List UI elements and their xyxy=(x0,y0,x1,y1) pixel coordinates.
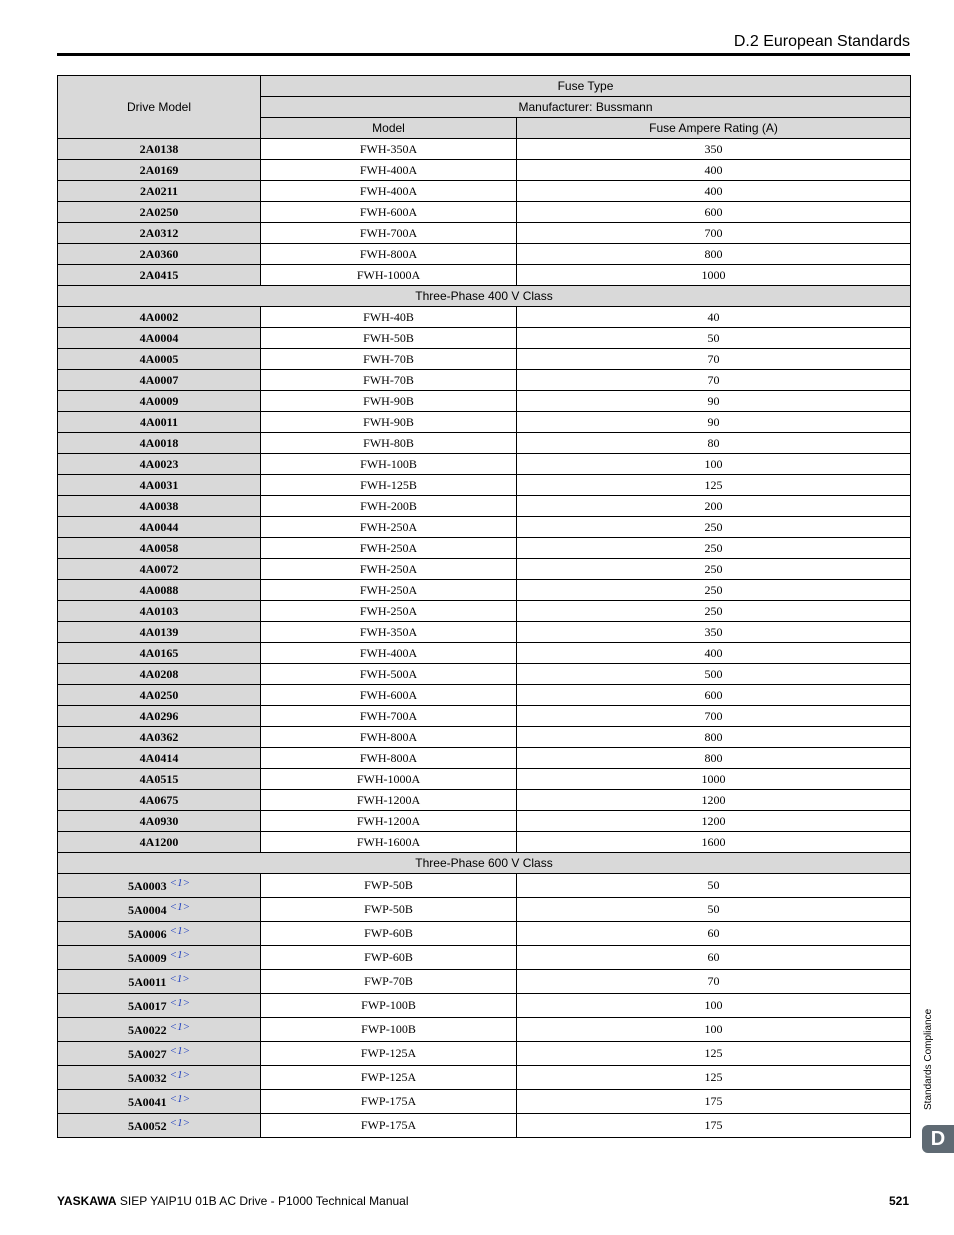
fuse-rating-cell: 40 xyxy=(517,307,911,328)
page-number: 521 xyxy=(888,1194,909,1208)
fuse-model-cell: FWH-800A xyxy=(261,748,517,769)
fuse-rating-cell: 60 xyxy=(517,946,911,970)
drive-model-cell xyxy=(58,349,261,370)
fuse-model-cell: FWP-100B xyxy=(261,1018,517,1042)
model-header: Model xyxy=(261,118,517,139)
drive-model-cell xyxy=(58,160,261,181)
drive-model-cell xyxy=(58,643,261,664)
fuse-model-cell: FWH-250A xyxy=(261,601,517,622)
fuse-model-cell: FWP-175A xyxy=(261,1090,517,1114)
drive-model-text: 4A0930 xyxy=(139,813,179,828)
fuse-model-cell: FWP-175A xyxy=(261,1114,517,1138)
table-row xyxy=(58,790,911,811)
fuse-model-cell: FWH-125B xyxy=(261,475,517,496)
table-row xyxy=(58,223,911,244)
drive-model-text: 4A0031 xyxy=(139,477,179,492)
fuse-model-cell: FWP-100B xyxy=(261,994,517,1018)
table-body xyxy=(58,139,911,1138)
footnote-link[interactable]: <1> xyxy=(169,925,191,937)
fuse-rating-cell: 200 xyxy=(517,496,911,517)
drive-model-text: 2A0211 xyxy=(139,183,178,198)
footer-manual-title xyxy=(57,1194,409,1208)
fuse-model-cell: FWP-50B xyxy=(261,874,517,898)
drive-model-cell xyxy=(58,706,261,727)
section-header-row xyxy=(58,853,911,874)
table-row xyxy=(58,433,911,454)
drive-model-header: Drive Model xyxy=(58,76,261,139)
drive-model-text: 4A0296 xyxy=(139,708,179,723)
table-row xyxy=(58,832,911,853)
table-row xyxy=(58,706,911,727)
fuse-model-cell: FWH-400A xyxy=(261,160,517,181)
fuse-rating-cell: 250 xyxy=(517,580,911,601)
fuse-rating-cell: 100 xyxy=(517,994,911,1018)
drive-model-text: 2A0312 xyxy=(139,225,179,240)
fuse-rating-cell: 125 xyxy=(517,1066,911,1090)
fuse-model-cell: FWP-125A xyxy=(261,1066,517,1090)
footer-manual: SIEP YAIP1U 01B AC Drive - P1000 Technical Manual xyxy=(116,1194,409,1208)
drive-model-cell xyxy=(58,139,261,160)
fuse-model-cell: FWH-250A xyxy=(261,580,517,601)
table-row xyxy=(58,475,911,496)
table-row xyxy=(58,685,911,706)
fuse-rating-cell: 50 xyxy=(517,898,911,922)
table-row xyxy=(58,328,911,349)
fuse-rating-cell: 1200 xyxy=(517,790,911,811)
table-row xyxy=(58,922,911,946)
drive-model-text: 2A0169 xyxy=(139,162,179,177)
footnote-link[interactable]: <1> xyxy=(169,1069,191,1081)
drive-model-text: 5A0052 xyxy=(127,1119,167,1133)
fuse-model-cell: FWH-800A xyxy=(261,244,517,265)
fuse-rating-cell: 1000 xyxy=(517,769,911,790)
table-row xyxy=(58,517,911,538)
drive-model-text: 4A0005 xyxy=(139,351,179,366)
table-row xyxy=(58,1066,911,1090)
fuse-model-cell: FWH-50B xyxy=(261,328,517,349)
fuse-model-cell: FWH-70B xyxy=(261,349,517,370)
drive-model-cell xyxy=(58,898,261,922)
table-row xyxy=(58,559,911,580)
fuse-rating-cell: 1600 xyxy=(517,832,911,853)
drive-model-text: 4A0208 xyxy=(139,666,179,681)
footnote-link[interactable]: <1> xyxy=(169,901,191,913)
appendix-d-tab[interactable]: D xyxy=(922,1125,954,1153)
drive-model-cell xyxy=(58,832,261,853)
table-row xyxy=(58,454,911,475)
table-row xyxy=(58,970,911,994)
drive-model-text: 2A0138 xyxy=(139,141,179,156)
drive-model-text: 4A0088 xyxy=(139,582,179,597)
drive-model-text: 4A0165 xyxy=(139,645,179,660)
drive-model-cell xyxy=(58,769,261,790)
table-row xyxy=(58,643,911,664)
footnote-link[interactable]: <1> xyxy=(169,1021,191,1033)
table-row xyxy=(58,769,911,790)
drive-model-text: 5A0006 xyxy=(127,927,167,941)
fuse-rating-cell: 100 xyxy=(517,1018,911,1042)
drive-model-text: 4A0515 xyxy=(139,771,179,786)
fuse-rating-cell: 60 xyxy=(517,922,911,946)
drive-model-text: 4A0044 xyxy=(139,519,179,534)
drive-model-text: 4A0362 xyxy=(139,729,179,744)
drive-model-cell xyxy=(58,922,261,946)
drive-model-cell xyxy=(58,307,261,328)
fuse-rating-cell: 90 xyxy=(517,391,911,412)
fuse-model-cell: FWH-250A xyxy=(261,517,517,538)
table-row xyxy=(58,265,911,286)
fuse-rating-cell: 70 xyxy=(517,349,911,370)
drive-model-cell xyxy=(58,946,261,970)
drive-model-text: 4A0004 xyxy=(139,330,179,345)
fuse-rating-cell: 125 xyxy=(517,475,911,496)
drive-model-cell xyxy=(58,790,261,811)
drive-model-cell xyxy=(58,622,261,643)
table-row xyxy=(58,496,911,517)
drive-model-text: 4A0414 xyxy=(139,750,179,765)
fuse-rating-cell: 70 xyxy=(517,370,911,391)
drive-model-text: 4A0038 xyxy=(139,498,179,513)
table-row xyxy=(58,727,911,748)
drive-model-cell xyxy=(58,580,261,601)
fuse-rating-cell: 90 xyxy=(517,412,911,433)
fuse-rating-cell: 175 xyxy=(517,1114,911,1138)
fuse-rating-cell: 400 xyxy=(517,160,911,181)
drive-model-text: 4A1200 xyxy=(139,834,179,849)
footnote-link[interactable]: <1> xyxy=(169,973,190,985)
drive-model-text: 5A0022 xyxy=(127,1023,167,1037)
fuse-model-cell: FWH-350A xyxy=(261,622,517,643)
fuse-model-cell: FWP-70B xyxy=(261,970,517,994)
rating-header: Fuse Ampere Rating (A) xyxy=(517,118,911,139)
drive-model-text: 5A0004 xyxy=(127,903,167,917)
drive-model-text: 4A0002 xyxy=(139,309,179,324)
table-row xyxy=(58,874,911,898)
section-header-row xyxy=(58,286,911,307)
fuse-rating-cell: 800 xyxy=(517,748,911,769)
fuse-rating-cell: 800 xyxy=(517,727,911,748)
drive-model-cell xyxy=(58,559,261,580)
footnote-link[interactable]: <1> xyxy=(169,877,191,889)
fuse-model-cell: FWP-60B xyxy=(261,922,517,946)
drive-model-cell xyxy=(58,1042,261,1066)
table-row xyxy=(58,181,911,202)
footnote-link[interactable]: <1> xyxy=(169,997,191,1009)
drive-model-text: 5A0017 xyxy=(127,999,167,1013)
fuse-rating-cell: 600 xyxy=(517,685,911,706)
fuse-rating-cell: 700 xyxy=(517,223,911,244)
table-row xyxy=(58,1018,911,1042)
fuse-rating-cell: 125 xyxy=(517,1042,911,1066)
table-row xyxy=(58,349,911,370)
drive-model-text: 4A0011 xyxy=(139,414,178,429)
fuse-rating-cell: 50 xyxy=(517,328,911,349)
drive-model-cell xyxy=(58,685,261,706)
table-row xyxy=(58,370,911,391)
fuse-rating-cell: 70 xyxy=(517,970,911,994)
fuse-model-cell: FWH-1600A xyxy=(261,832,517,853)
section-title: Three-Phase 400 V Class xyxy=(58,286,911,307)
fuse-rating-cell: 350 xyxy=(517,139,911,160)
table-row xyxy=(58,898,911,922)
table-row xyxy=(58,139,911,160)
drive-model-text: 4A0018 xyxy=(139,435,179,450)
drive-model-cell xyxy=(58,244,261,265)
fuse-model-cell: FWH-1200A xyxy=(261,790,517,811)
fuse-rating-cell: 800 xyxy=(517,244,911,265)
fuse-model-cell: FWH-90B xyxy=(261,391,517,412)
drive-model-text: 2A0360 xyxy=(139,246,179,261)
drive-model-text: 4A0139 xyxy=(139,624,179,639)
drive-model-text: 4A0250 xyxy=(139,687,179,702)
drive-model-cell xyxy=(58,538,261,559)
drive-model-text: 5A0009 xyxy=(127,951,167,965)
drive-model-text: 4A0058 xyxy=(139,540,179,555)
table-row xyxy=(58,244,911,265)
fuse-model-cell: FWP-60B xyxy=(261,946,517,970)
fuse-model-cell: FWH-250A xyxy=(261,538,517,559)
fuse-model-cell: FWH-200B xyxy=(261,496,517,517)
fuse-model-cell: FWH-40B xyxy=(261,307,517,328)
drive-model-cell xyxy=(58,412,261,433)
table-row xyxy=(58,160,911,181)
drive-model-cell xyxy=(58,811,261,832)
fuse-rating-cell: 1000 xyxy=(517,265,911,286)
drive-model-cell xyxy=(58,970,261,994)
drive-model-cell xyxy=(58,433,261,454)
fuse-model-cell: FWH-250A xyxy=(261,559,517,580)
fuse-rating-cell: 250 xyxy=(517,601,911,622)
drive-model-cell xyxy=(58,265,261,286)
table-row xyxy=(58,538,911,559)
drive-model-text: 5A0027 xyxy=(127,1047,167,1061)
fuse-model-cell: FWH-80B xyxy=(261,433,517,454)
drive-model-cell xyxy=(58,994,261,1018)
fuse-rating-cell: 1200 xyxy=(517,811,911,832)
drive-model-cell xyxy=(58,517,261,538)
table-row xyxy=(58,202,911,223)
table-row xyxy=(58,580,911,601)
drive-model-text: 4A0009 xyxy=(139,393,179,408)
drive-model-cell xyxy=(58,874,261,898)
drive-model-cell xyxy=(58,727,261,748)
drive-model-cell xyxy=(58,454,261,475)
table-row xyxy=(58,664,911,685)
table-row xyxy=(58,946,911,970)
fuse-rating-cell: 600 xyxy=(517,202,911,223)
page-title: D.2 European Standards xyxy=(733,33,910,50)
drive-model-cell xyxy=(58,1090,261,1114)
drive-model-cell xyxy=(58,181,261,202)
drive-model-cell xyxy=(58,391,261,412)
fuse-model-cell: FWH-100B xyxy=(261,454,517,475)
drive-model-text: 4A0023 xyxy=(139,456,179,471)
drive-model-text: 4A0103 xyxy=(139,603,179,618)
fuse-rating-cell: 250 xyxy=(517,517,911,538)
table-row xyxy=(58,391,911,412)
fuse-model-cell: FWH-90B xyxy=(261,412,517,433)
drive-model-cell xyxy=(58,748,261,769)
table-row xyxy=(58,748,911,769)
footnote-link[interactable]: <1> xyxy=(169,1093,191,1105)
fuse-model-cell: FWP-125A xyxy=(261,1042,517,1066)
table-row xyxy=(58,412,911,433)
drive-model-cell xyxy=(58,1018,261,1042)
fuse-rating-cell: 80 xyxy=(517,433,911,454)
fuse-rating-cell: 700 xyxy=(517,706,911,727)
fuse-model-cell: FWH-500A xyxy=(261,664,517,685)
drive-model-cell xyxy=(58,223,261,244)
fuse-table xyxy=(57,75,911,1138)
fuse-rating-cell: 175 xyxy=(517,1090,911,1114)
table-row xyxy=(58,994,911,1018)
table-row xyxy=(58,1042,911,1066)
drive-model-cell xyxy=(58,664,261,685)
fuse-model-cell: FWH-70B xyxy=(261,370,517,391)
footnote-link[interactable]: <1> xyxy=(169,1117,191,1129)
fuse-model-cell: FWP-50B xyxy=(261,898,517,922)
table-row xyxy=(58,811,911,832)
fuse-rating-cell: 50 xyxy=(517,874,911,898)
section-title: Three-Phase 600 V Class xyxy=(58,853,911,874)
footnote-link[interactable]: <1> xyxy=(169,949,191,961)
fuse-rating-cell: 500 xyxy=(517,664,911,685)
drive-model-cell xyxy=(58,370,261,391)
drive-model-cell xyxy=(58,601,261,622)
fuse-model-cell: FWH-600A xyxy=(261,202,517,223)
fuse-rating-cell: 250 xyxy=(517,559,911,580)
drive-model-text: 5A0003 xyxy=(127,879,167,893)
footnote-link[interactable]: <1> xyxy=(169,1045,191,1057)
drive-model-cell xyxy=(58,328,261,349)
fuse-model-cell: FWH-1000A xyxy=(261,265,517,286)
fuse-rating-cell: 400 xyxy=(517,181,911,202)
fuse-model-cell: FWH-600A xyxy=(261,685,517,706)
fuse-rating-cell: 400 xyxy=(517,643,911,664)
drive-model-text: 2A0250 xyxy=(139,204,179,219)
table-row xyxy=(58,1090,911,1114)
drive-model-text: 5A0041 xyxy=(127,1095,167,1109)
manufacturer-header: Manufacturer: Bussmann xyxy=(261,97,911,118)
fuse-model-cell: FWH-800A xyxy=(261,727,517,748)
fuse-type-header: Fuse Type xyxy=(261,76,911,97)
table-row xyxy=(58,622,911,643)
drive-model-text: 2A0415 xyxy=(139,267,179,282)
drive-model-text: 4A0007 xyxy=(139,372,179,387)
drive-model-cell xyxy=(58,1114,261,1138)
fuse-model-cell: FWH-1000A xyxy=(261,769,517,790)
fuse-model-cell: FWH-1200A xyxy=(261,811,517,832)
drive-model-cell xyxy=(58,496,261,517)
drive-model-cell xyxy=(58,1066,261,1090)
drive-model-cell xyxy=(58,475,261,496)
fuse-rating-cell: 250 xyxy=(517,538,911,559)
drive-model-text: 5A0011 xyxy=(128,975,167,989)
drive-model-cell xyxy=(58,202,261,223)
fuse-model-cell: FWH-700A xyxy=(261,223,517,244)
fuse-model-cell: FWH-400A xyxy=(261,181,517,202)
side-tab-label: Standards Compliance xyxy=(923,1008,934,1110)
footer-brand: YASKAWA xyxy=(57,1194,117,1208)
drive-model-text: 4A0675 xyxy=(139,792,179,807)
fuse-model-cell: FWH-400A xyxy=(261,643,517,664)
table-row xyxy=(58,1114,911,1138)
fuse-model-cell: FWH-700A xyxy=(261,706,517,727)
table-row xyxy=(58,307,911,328)
fuse-rating-cell: 100 xyxy=(517,454,911,475)
fuse-model-cell: FWH-350A xyxy=(261,139,517,160)
table-row xyxy=(58,601,911,622)
fuse-rating-cell: 350 xyxy=(517,622,911,643)
drive-model-text: 5A0032 xyxy=(127,1071,167,1085)
header-rule xyxy=(57,53,910,56)
drive-model-text: 4A0072 xyxy=(139,561,179,576)
